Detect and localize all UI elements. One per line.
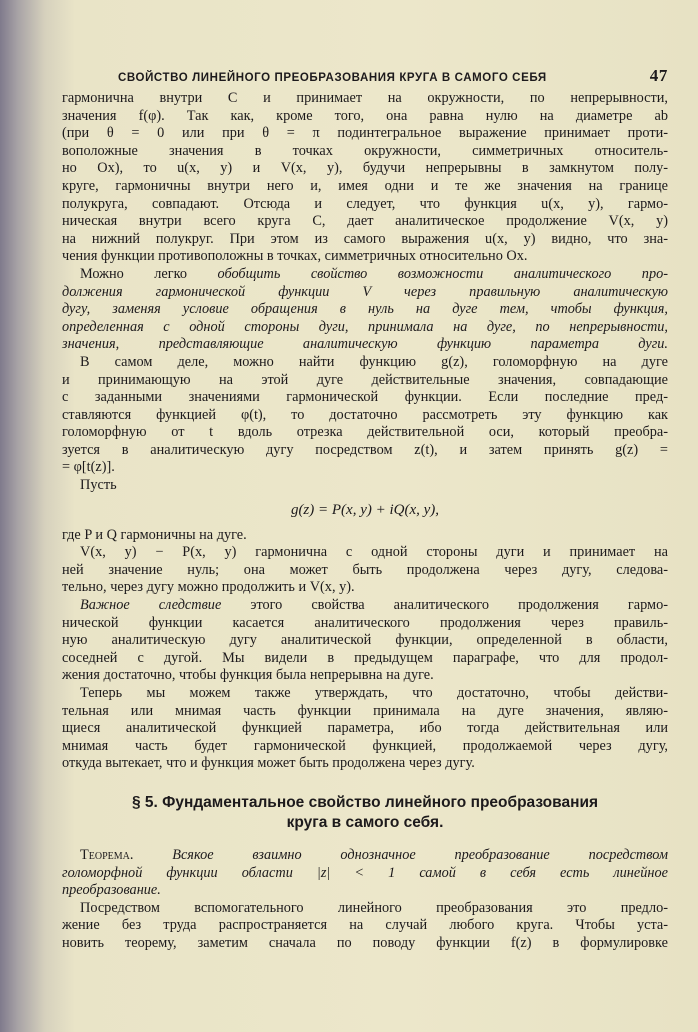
text-line bbox=[62, 527, 668, 545]
text-line bbox=[62, 442, 668, 460]
text-segment: на нижний полукруг. При этом из самого выражения u(x, y) видно, что зна- bbox=[62, 230, 668, 247]
section-heading-line-1: § 5. Фундаментальное свойство линейного преобразования bbox=[131, 793, 599, 811]
text-line bbox=[62, 389, 668, 407]
text-segment: полукруга, совпадают. Отсюда и следует, что функция u(x, y), гармо- bbox=[62, 195, 668, 212]
text-line bbox=[62, 935, 668, 953]
text-segment: нической функции касается аналитического продолжения через правиль- bbox=[62, 614, 668, 631]
text-segment: жение без труда распространяется на случай любого круга. Чтобы уста- bbox=[62, 917, 668, 934]
text-line bbox=[62, 720, 668, 738]
text-segment: (при θ = 0 или при θ = π подинтегральное выражение принимает проти- bbox=[62, 125, 668, 142]
running-header bbox=[62, 66, 668, 90]
section-heading-line-2: круга в самого себя. bbox=[286, 813, 444, 831]
text-line bbox=[62, 579, 668, 597]
text-segment: ставляются функцией φ(t), то достаточно рассмотреть эту функцию как bbox=[62, 406, 668, 423]
running-title: СВОЙСТВО ЛИНЕЙНОГО ПРЕОБРАЗОВАНИЯ КРУГА В САМОГО СЕБЯ bbox=[118, 72, 547, 84]
text-line bbox=[62, 667, 668, 685]
text-segment: круге, гармоничны внутри него и, имея одни и те же значения на границе bbox=[62, 177, 668, 194]
text-line bbox=[62, 319, 668, 337]
text-segment: значения f(φ). Так как, кроме того, она равна нулю на диаметре ab bbox=[62, 107, 668, 124]
text-segment: воположные значения в точках окружности, симметричных относитель- bbox=[62, 142, 668, 159]
text-segment: определенная с одной стороны дуги, принимала на дуге, по непрерывности, bbox=[62, 318, 668, 335]
text-segment: дугу, заменяя условие обращения в нуль на дуге тем, чтобы функция, bbox=[62, 301, 668, 318]
text-segment: ническая внутри всего круга C, дает аналитическое продолжение V(x, y) bbox=[62, 213, 668, 230]
text-block-3 bbox=[62, 847, 668, 953]
text-segment: преобразование. bbox=[62, 882, 161, 899]
text-segment: с заданными значениями гармонической функции. Если последние пред- bbox=[62, 389, 668, 406]
page-number: 47 bbox=[649, 66, 668, 85]
text-segment: должения гармонической функции V через правильную аналитическую bbox=[62, 283, 668, 300]
text-segment: значения, представляющие аналитическую функцию параметра дуги. bbox=[62, 336, 668, 353]
text-line bbox=[62, 248, 668, 266]
text-line bbox=[62, 266, 668, 284]
text-segment: Можно легко bbox=[80, 265, 218, 282]
text-line bbox=[62, 917, 668, 935]
text-segment: тельно, через дугу можно продолжить и V(x, y). bbox=[62, 579, 355, 596]
text-line bbox=[62, 231, 668, 249]
text-line bbox=[62, 900, 668, 918]
text-segment: но Ox), то u(x, y) и V(x, y), будучи непрерывны в замкнутом полу- bbox=[62, 160, 668, 177]
text-line bbox=[62, 213, 668, 231]
text-segment: соседней с дугой. Мы видели в предыдущем параграфе, что для продол- bbox=[62, 649, 668, 666]
text-block-2 bbox=[62, 527, 668, 773]
text-line bbox=[62, 544, 668, 562]
book-page bbox=[62, 66, 668, 953]
text-segment: зуется в аналитическую дугу посредством z(t), и затем принять g(z) = bbox=[62, 441, 668, 458]
text-line bbox=[62, 372, 668, 390]
text-segment: голоморфную от t вдоль отрезка действительной оси, который преобра- bbox=[62, 424, 668, 441]
text-line bbox=[62, 354, 668, 372]
text-segment: Теорема. bbox=[80, 846, 134, 863]
text-line bbox=[62, 477, 668, 495]
section-heading bbox=[62, 793, 668, 833]
text-line bbox=[62, 738, 668, 756]
text-segment: где P и Q гармоничны на дуге. bbox=[62, 526, 247, 543]
text-line bbox=[62, 108, 668, 126]
text-line bbox=[62, 865, 668, 883]
text-line bbox=[62, 597, 668, 615]
text-line bbox=[62, 632, 668, 650]
display-formula: g(z) = P(x, y) + iQ(x, y), bbox=[290, 501, 440, 518]
text-line bbox=[62, 336, 668, 354]
text-segment: Посредством вспомогательного линейного преобразования это предло- bbox=[80, 899, 668, 916]
text-line bbox=[62, 407, 668, 425]
text-block-1 bbox=[62, 90, 668, 495]
text-line bbox=[62, 685, 668, 703]
text-line bbox=[62, 847, 668, 865]
text-segment: Пусть bbox=[80, 477, 117, 494]
text-segment: щиеся аналитической функцией параметра, ибо тогда действительная или bbox=[62, 720, 668, 737]
text-line bbox=[62, 615, 668, 633]
text-line bbox=[62, 650, 668, 668]
text-line bbox=[62, 459, 668, 477]
text-segment: обобщить свойство возможности аналитического про- bbox=[217, 265, 669, 282]
text-segment: голоморфной функции области |z| < 1 самой в себя есть линейное bbox=[62, 864, 668, 881]
text-line bbox=[62, 196, 668, 214]
text-segment: гармонична внутри C и принимает на окружности, по непрерывности, bbox=[62, 90, 668, 106]
text-line bbox=[62, 301, 668, 319]
text-line bbox=[62, 882, 668, 900]
text-line bbox=[62, 755, 668, 773]
text-segment: мнимая часть будет гармонической функцией, продолжаемой через дугу, bbox=[62, 737, 668, 754]
text-segment: V(x, y) − P(x, y) гармонична с одной стороны дуги и принимает на bbox=[80, 544, 668, 561]
text-segment: и принимающую на этой дуге действительные значения, совпадающие bbox=[62, 371, 668, 388]
text-line bbox=[62, 125, 668, 143]
text-line bbox=[62, 562, 668, 580]
text-segment: Всякое взаимно однозначное преобразование посредством bbox=[133, 846, 668, 863]
text-segment: жения достаточно, чтобы функция была непрерывна на дуге. bbox=[62, 667, 434, 684]
text-segment: откуда вытекает, что и функция может быть продолжена через дугу. bbox=[62, 755, 475, 772]
text-segment: Важное следствие bbox=[80, 597, 222, 614]
text-segment: ную аналитическую дугу аналитической функции, определенной в области, bbox=[62, 632, 668, 649]
text-line bbox=[62, 703, 668, 721]
text-line bbox=[62, 284, 668, 302]
text-segment: тельная или мнимая часть функции принимала на дуге значения, являю- bbox=[62, 702, 668, 719]
text-line bbox=[62, 160, 668, 178]
text-segment: этого свойства аналитического продолжения гармо- bbox=[221, 597, 668, 614]
text-segment: новить теорему, заметим сначала по поводу функции f(z) в формулировке bbox=[62, 934, 668, 951]
text-line bbox=[62, 424, 668, 442]
text-line bbox=[62, 143, 668, 161]
text-segment: чения функции противоположны в точках, симметричных относительно Ox. bbox=[62, 248, 528, 265]
text-segment: = φ[t(z)]. bbox=[62, 459, 115, 476]
text-segment: В самом деле, можно найти функцию g(z), голоморфную на дуге bbox=[80, 353, 668, 370]
text-segment: Теперь мы можем также утверждать, что достаточно, чтобы действи- bbox=[80, 685, 668, 701]
text-segment: ней значение нуль; она может быть продолжена через дугу, следова- bbox=[62, 561, 668, 578]
text-line bbox=[62, 90, 668, 108]
text-line bbox=[62, 178, 668, 196]
